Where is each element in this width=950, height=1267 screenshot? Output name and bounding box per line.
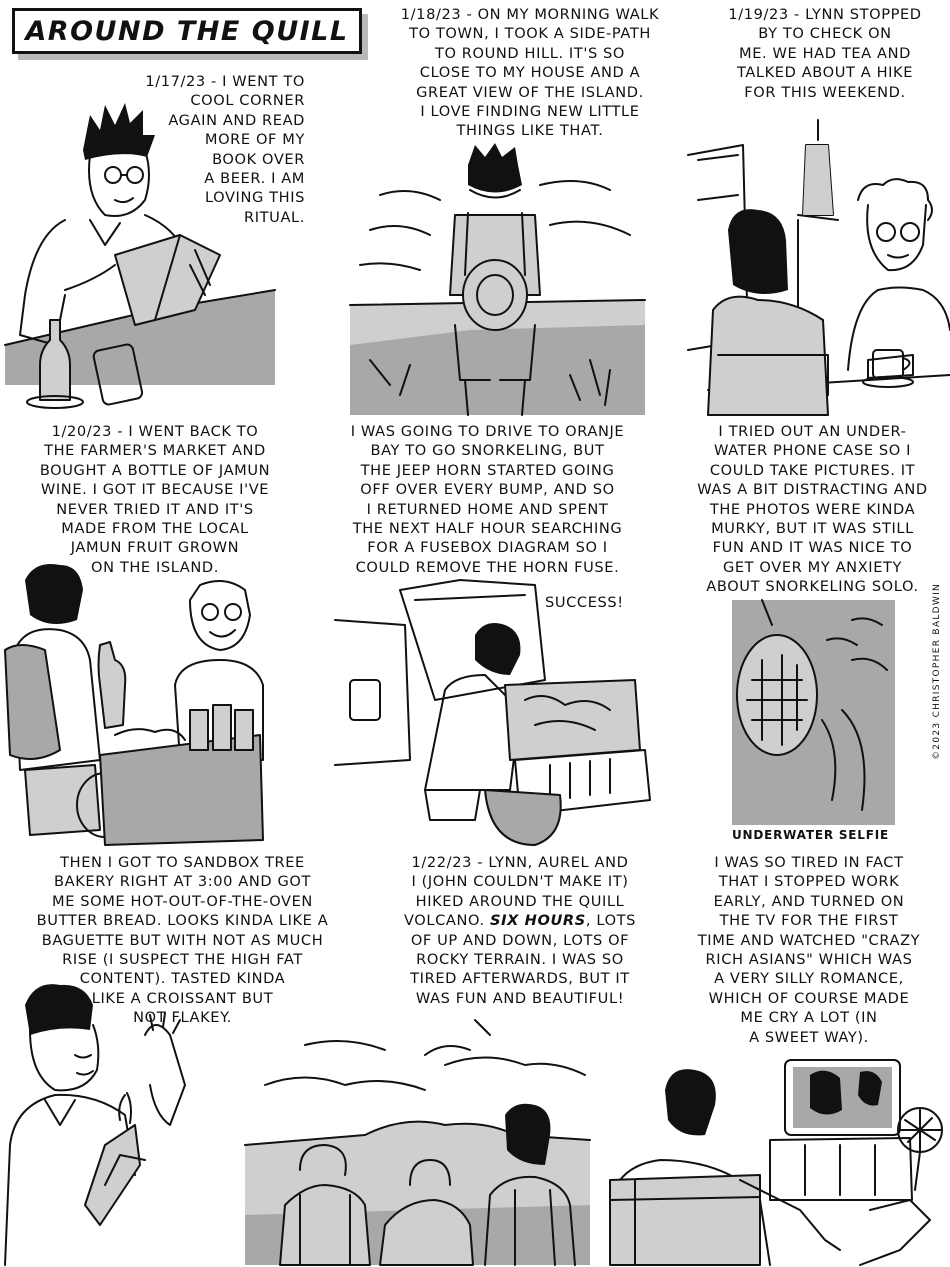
panel-5-illustration	[335, 580, 655, 845]
panel-7-caption: THEN I GOT TO SANDBOX TREE BAKERY RIGHT AT 3:00 AND GOT ME SOME HOT-OUT-OF-THE-OVEN BUTTER BREAD. LOOKS KINDA LIKE A BAGUETTE BUT WITH NOT AS MUCH RISE (I SUSPECT THE HIGH FAT CONTENT). TASTED KINDA LIKE A CROISSANT BUT NOT FLAKEY.	[36, 854, 329, 1027]
panel-8-caption-post: , LOTS OF UP AND DOWN, LOTS OF ROCKY TERRAIN. I WAS SO TIRED AFTERWARDS, BUT IT WAS FUN AND BEAUTIFUL!	[410, 912, 637, 1007]
panel-4-caption: 1/20/23 - I WENT BACK TO THE FARMER'S MARKET AND BOUGHT A BOTTLE OF JAMUN WINE. I GOT IT BECAUSE I'VE NEVER TRIED IT AND IT'S MADE FROM THE LOCAL JAMUN FRUIT GROWN ON THE ISLAND.	[39, 423, 271, 576]
comic-title-box	[12, 8, 362, 54]
panel-5-sfx: SUCCESS!	[545, 594, 624, 611]
panel-5-caption: I WAS GOING TO DRIVE TO ORANJE BAY TO GO SNORKELING, BUT THE JEEP HORN STARTED GOING OFF OVER EVERY BUMP, AND SO I RETURNED HOME AND SPENT THE NEXT HALF HOUR SEARCHING FOR A FUSEBOX DIAGRAM SO I COULD REMOVE THE HORN FUSE.	[350, 423, 625, 576]
panel-3-caption: 1/19/23 - LYNN STOPPED BY TO CHECK ON ME. WE HAD TEA AND TALKED ABOUT A HIKE FOR THIS WEEKEND.	[728, 6, 922, 101]
panel-3-illustration	[688, 120, 950, 415]
panel-1-caption: 1/17/23 - I WENT TO COOL CORNER AGAIN AND READ MORE OF MY BOOK OVER A BEER. I AM LOVING THIS RITUAL.	[145, 73, 305, 226]
panel-1-illustration	[5, 95, 280, 415]
artist-credit: ©2023 CHRISTOPHER BALDWIN	[932, 582, 942, 760]
panel-6-caption: I TRIED OUT AN UNDER- WATER PHONE CASE SO I COULD TAKE PICTURES. IT WAS A BIT DISTRACTING AND THE PHOTOS WERE KINDA MURKY, BUT IT WAS STILL FUN AND IT WAS NICE TO GET OVER MY ANXIETY ABOUT SNORKELING SOLO.	[697, 423, 928, 596]
comic-title: AROUND THE QUILL	[12, 8, 362, 54]
panel-6-label: UNDERWATER SELFIE	[732, 828, 889, 842]
panel-8-caption-emphasis: SIX HOURS	[489, 912, 586, 930]
panel-6-illustration	[732, 600, 895, 825]
panel-2-caption: 1/18/23 - ON MY MORNING WALK TO TOWN, I TOOK A SIDE-PATH TO ROUND HILL. IT'S SO CLOSE TO MY HOUSE AND A GREAT VIEW OF THE ISLAND. I LOVE FINDING NEW LITTLE THINGS LIKE THAT.	[400, 6, 660, 140]
panel-4-illustration	[5, 560, 285, 845]
panel-8-caption	[370, 853, 670, 1008]
panel-9-caption: I WAS SO TIRED IN FACT THAT I STOPPED WORK EARLY, AND TURNED ON THE TV FOR THE FIRST TIME AND WATCHED "CRAZY RICH ASIANS" WHICH WAS A VERY SILLY ROMANCE, WHICH OF COURSE MADE ME CRY A LOT (IN A SWEET WAY).	[697, 854, 921, 1046]
panel-8-caption-pre: 1/22/23 - LYNN, AUREL AND I (JOHN COULDN'T MAKE IT) HIKED AROUND THE QUILL VOLCANO.	[403, 854, 629, 930]
panel-7-illustration	[5, 975, 245, 1265]
panel-8-illustration	[245, 1015, 590, 1265]
panel-2-illustration	[350, 145, 645, 415]
panel-9-illustration	[610, 1050, 950, 1265]
